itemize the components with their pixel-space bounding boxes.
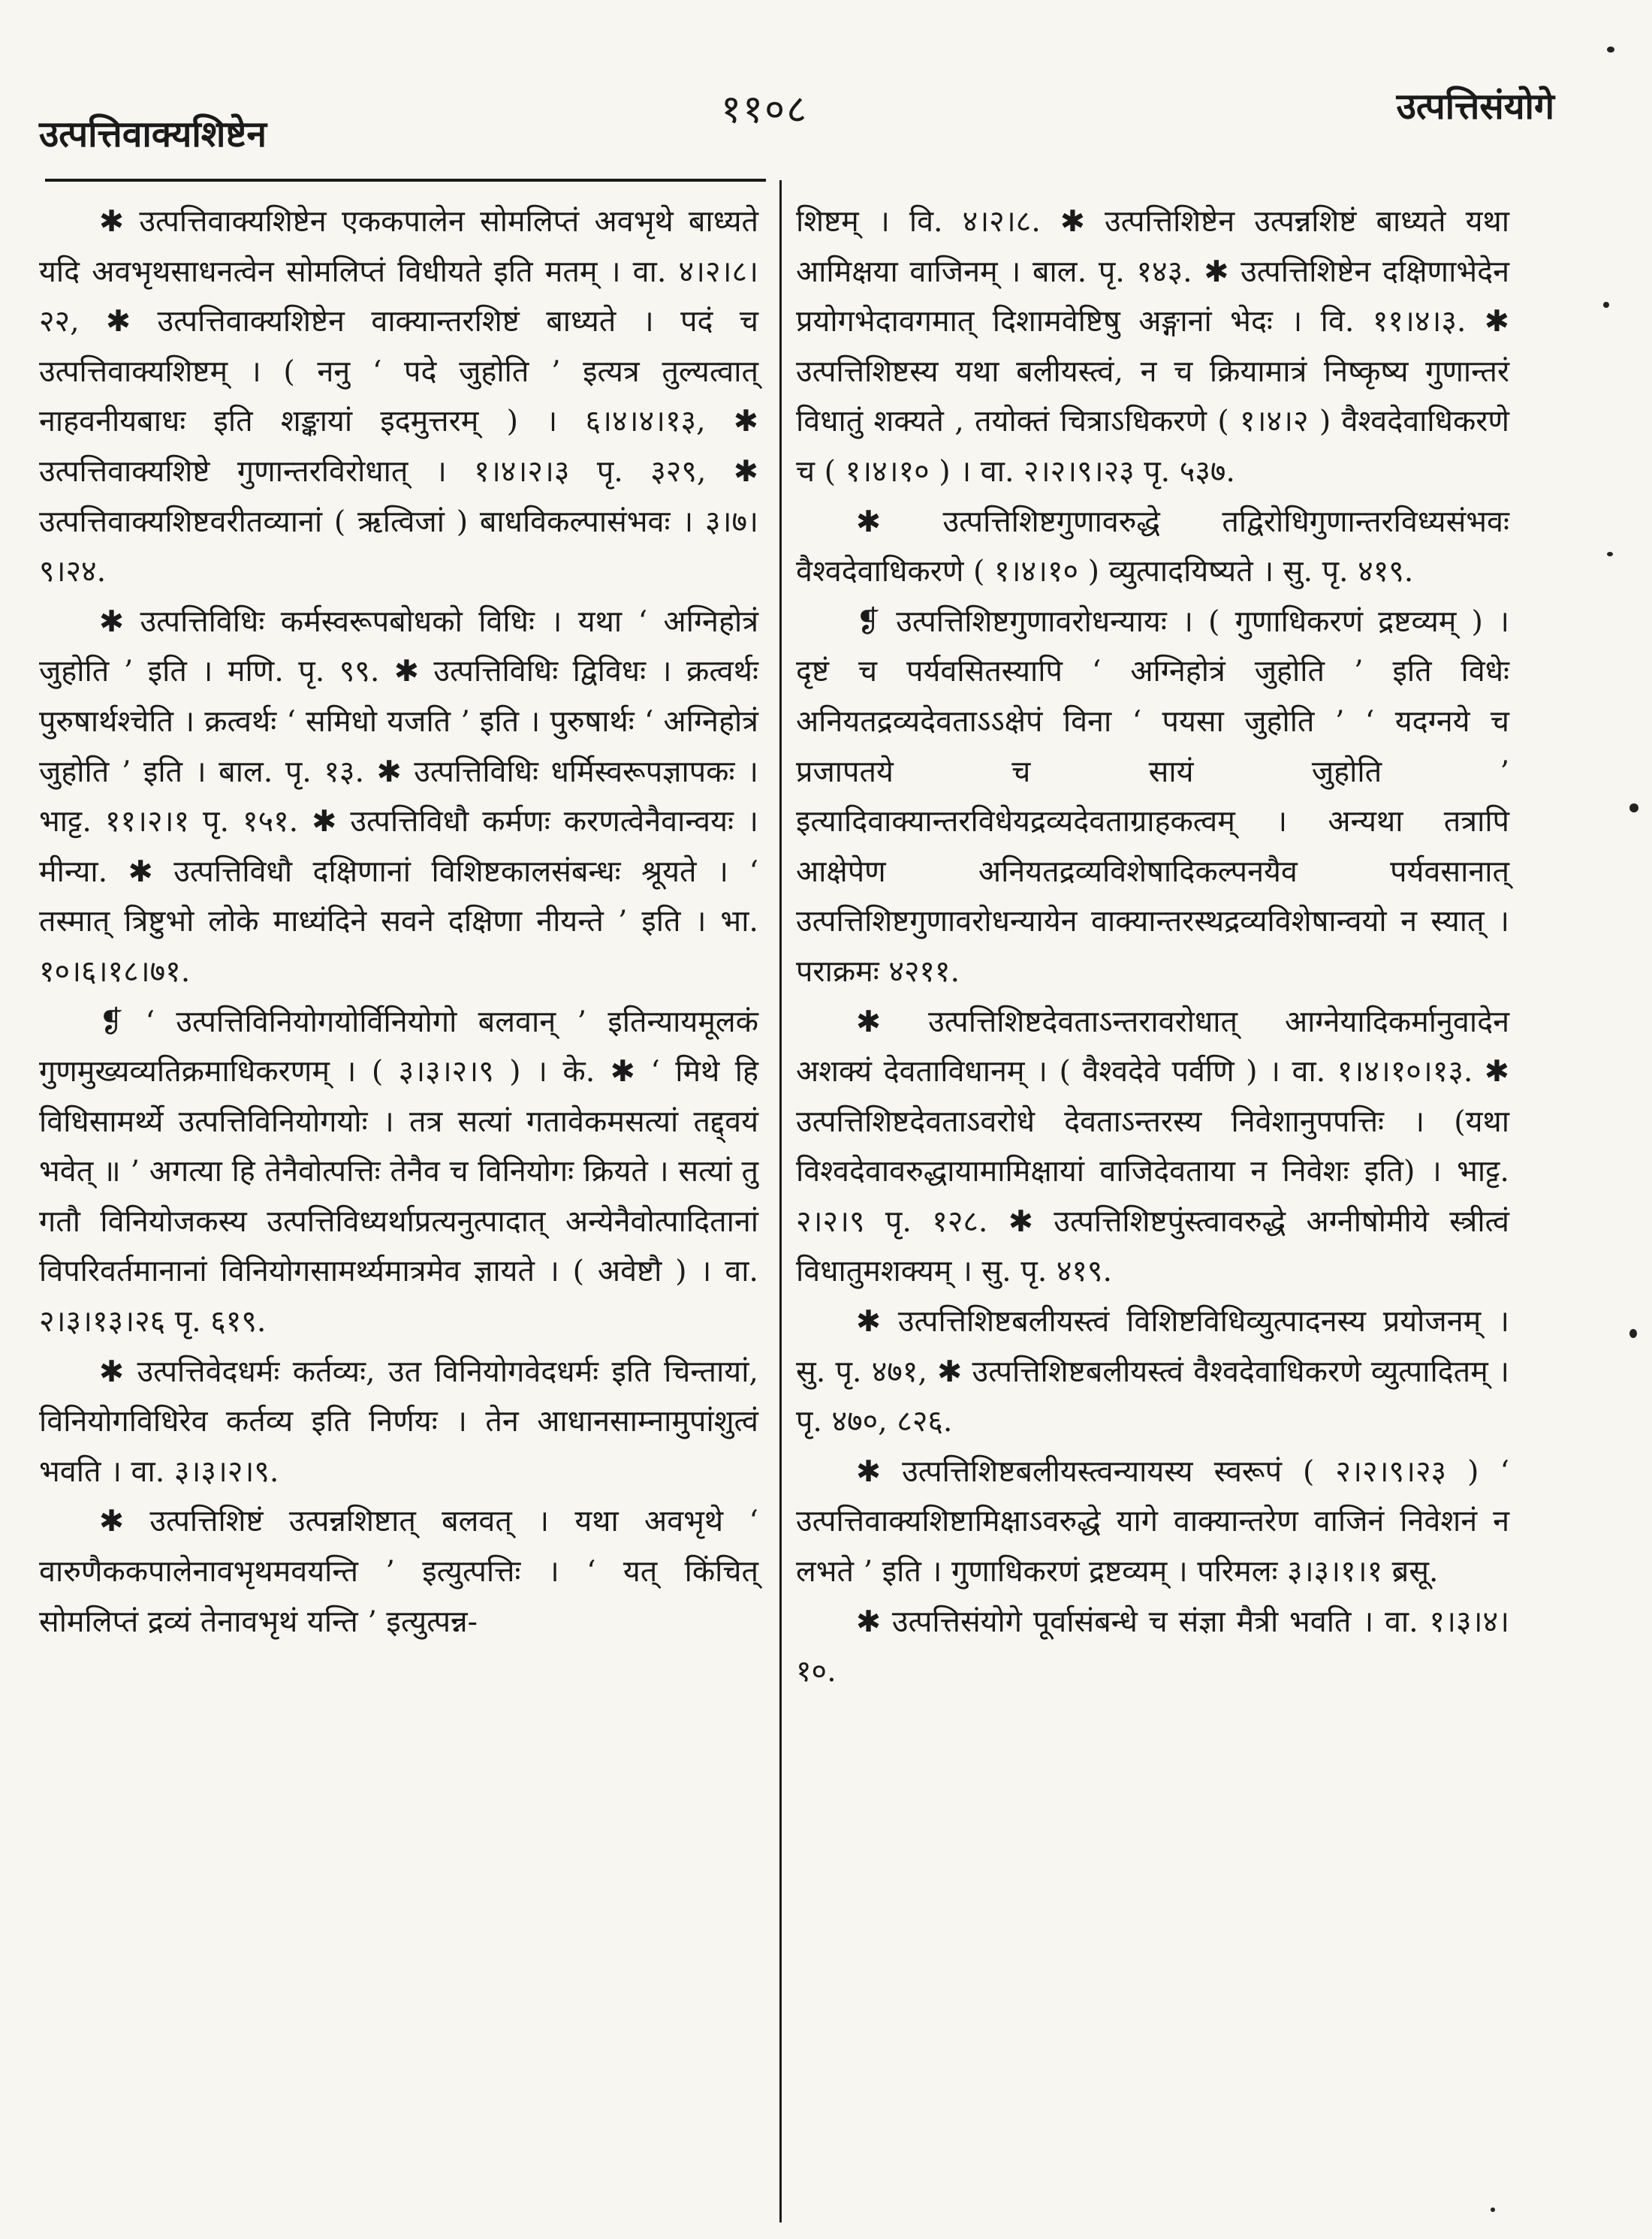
entry-paragraph: ✱ उत्पत्तिवेदधर्मः कर्तव्यः, उत विनियोगवेदधर्मः इति चिन्तायां, विनियोगविधिरेव कर्तव्य इति निर्णयः । तेन आधानसाम्नामुपांशुत्वं भवति । वा. ३।३।२।९. [39,1354,758,1489]
entry-paragraph: ✱ उत्पत्तिशिष्टगुणावरुद्धे तद्विरोधिगुणान्तरविध्यसंभवः वैश्वदेवाधिकरणे ( १।४।१० ) व्युत्पादयिष्यते । सु. पृ. ४१९. [796,504,1509,589]
header-right-title: उत्पत्तिसंयोगे [1396,86,1554,128]
scan-speck [1607,47,1614,53]
scan-speck [1629,803,1638,812]
column-divider [779,180,782,2222]
top-rule [45,179,766,182]
left-column [39,197,758,1647]
header-left-title: उत्पत्तिवाक्यशिष्टेन [39,113,267,155]
right-column [796,197,1509,1697]
entry-paragraph: ❡ उत्पत्तिशिष्टगुणावरोधन्यायः । ( गुणाधिकरणं द्रष्टव्यम् ) । दृष्टं च पर्यवसितस्यापि ‘ अग्निहोत्रं जुहोति ’ इति विधेः अनियतद्रव्यदेवताऽऽक्षेपं विना ‘ पयसा जुहोति ’ ‘ यदग्नये च प्रजापतये च सायं जुहोति ’ इत्यादिवाक्यान्तरविधेयद्रव्यदेवताग्राहकत्वम् । अन्यथा तत्रापि आक्षेपेण अनियतद्रव्यविशेषादिकल्पनयैव पर्यवसानात् उत्पत्तिशिष्टगुणावरोधन्यायेन वाक्यान्तरस्थद्रव्यविशेषान्वयो न स्यात् । पराक्रमः ४२११. [796,604,1509,989]
entry-paragraph: ✱ उत्पत्तिशिष्टबलीयस्त्वं विशिष्टविधिव्युत्पादनस्य प्रयोजनम् । सु. पृ. ४७१, ✱ उत्पत्तिशिष्टबलीयस्त्वं वैश्वदेवाधिकरणे व्युत्पादितम् । पृ. ४७०, ८२६. [796,1304,1509,1439]
scan-speck [1607,552,1613,556]
scan-speck [1603,302,1609,308]
entry-paragraph: ✱ उत्पत्तिसंयोगे पूर्वासंबन्धे च संज्ञा मैत्री भवति । वा. १।३।४।१०. [796,1604,1509,1689]
scan-speck [1629,1329,1637,1338]
entry-paragraph: ✱ उत्पत्तिशिष्टबलीयस्त्वन्यायस्य स्वरूपं ( २।२।९।२३ ) ‘ उत्पत्तिवाक्यशिष्टामिक्षाऽवरुद्धे यागे वाक्यान्तरेण वाजिनं निवेशनं न लभते ’ इति । गुणाधिकरणं द्रष्टव्यम् । परिमलः ३।३।१।१ ब्रसू. [796,1454,1509,1590]
entry-paragraph: ✱ उत्पत्तिशिष्टं उत्पन्नशिष्टात् बलवत् । यथा अवभृथे ‘ वारुणैककपालेनावभृथमवयन्ति ’ इत्युत्पत्तिः । ‘ यत् किंचित् सोमलिप्तं द्रव्यं तेनावभृथं यन्ति ’ इत्युत्पन्न- [39,1504,758,1639]
entry-paragraph: ❡ ‘ उत्पत्तिविनियोगयोर्विनियोगो बलवान् ’ इतिन्यायमूलकं गुणमुख्यव्यतिक्रमाधिकरणम् । ( ३।३।२।९ ) । के. ✱ ‘ मिथे हि विधिसामर्थ्ये उत्पत्तिविनियोगयोः । तत्र सत्यां गतावेकमसत्यां तद्द्वयं भवेत् ॥ ’ अगत्या हि तेनैवोत्पत्तिः तेनैव च विनियोगः क्रियते । सत्यां तु गतौ विनियोजकस्य उत्पत्तिविध्यर्थाप्रत्यनुत्पादात् अन्येनैवोत्पादितानां विपरिवर्तमानानां विनियोगसामर्थ्यमात्रमेव ज्ञायते । ( अवेष्टौ ) । वा. २।३।१३।२६ पृ. ६१९. [39,1004,758,1339]
entry-paragraph: ✱ उत्पत्तिविधिः कर्मस्वरूपबोधको विधिः । यथा ‘ अग्निहोत्रं जुहोति ’ इति । मणि. पृ. ९९. ✱ उत्पत्तिविधिः द्विविधः । क्रत्वर्थः पुरुषार्थश्चेति । क्रत्वर्थः ‘ समिधो यजति ’ इति । पुरुषार्थः ‘ अग्निहोत्रं जुहोति ’ इति । बाल. पृ. १३. ✱ उत्पत्तिविधिः धर्मिस्वरूपज्ञापकः । भाट्ट. ११।२।१ पृ. १५१. ✱ उत्पत्तिविधौ कर्मणः करणत्वेनैवान्वयः । मीन्या. ✱ उत्पत्तिविधौ दक्षिणानां विशिष्टकालसंबन्धः श्रूयते । ‘ तस्मात् त्रिष्टुभो लोके माध्यंदिने सवने दक्षिणा नीयन्ते ’ इति । भा. १०।६।१८।७१. [39,604,758,989]
entry-paragraph: ✱ उत्पत्तिशिष्टदेवताऽन्तरावरोधात् आग्नेयादिकर्मानुवादेन अशक्यं देवताविधानम् । ( वैश्वदेवे पर्वणि ) । वा. १।४।१०।१३. ✱ उत्पत्तिशिष्टदेवताऽवरोधे देवताऽन्तरस्य निवेशानुपपत्तिः । (यथा विश्वदेवावरुद्धायामामिक्षायां वाजिदेवताया न निवेशः इति) । भाट्ट. २।२।९ पृ. १२८. ✱ उत्पत्तिशिष्टपुंस्त्वावरुद्धे अग्नीषोमीये स्त्रीत्वं विधातुमशक्यम् । सु. पृ. ४१९. [796,1004,1509,1289]
scan-speck [1491,2207,1495,2212]
entry-paragraph: ✱ उत्पत्तिवाक्यशिष्टेन एककपालेन सोमलिप्तं अवभृथे बाध्यते यदि अवभृथसाधनत्वेन सोमलिप्तं विधीयते इति मतम् । वा. ४।२।८।२२, ✱ उत्पत्तिवाक्यशिष्टेन वाक्यान्तरशिष्टं बाध्यते । पदं च उत्पत्तिवाक्यशिष्टम् । ( ननु ‘ पदे जुहोति ’ इत्यत्र तुल्यत्वात् नाहवनीयबाधः इति शङ्कायां इदमुत्तरम् ) । ६।४।४।१३, ✱ उत्पत्तिवाक्यशिष्टे गुणान्तरविरोधात् । १।४।२।३ पृ. ३२९, ✱ उत्पत्तिवाक्यशिष्टवरीतव्यानां ( ऋत्विजां ) बाधविकल्पासंभवः । ३।७।९।२४. [39,204,758,589]
entry-paragraph: शिष्टम् । वि. ४।२।८. ✱ उत्पत्तिशिष्टेन उत्पन्नशिष्टं बाध्यते यथा आमिक्षया वाजिनम् । बाल. पृ. १४३. ✱ उत्पत्तिशिष्टेन दक्षिणाभेदेन प्रयोगभेदावगमात् दिशामवेष्टिषु अङ्गानां भेदः । वि. ११।४।३. ✱ उत्पत्तिशिष्टस्य यथा बलीयस्त्वं, न च क्रियामात्रं निष्कृष्य गुणान्तरं विधातुं शक्यते , तयोक्तं चित्राऽधिकरणे ( १।४।२ ) वैश्वदेवाधिकरणे च ( १।४।१० ) । वा. २।२।९।२३ पृ. ५३७. [796,204,1509,489]
page-number: ११०८ [721,87,809,132]
